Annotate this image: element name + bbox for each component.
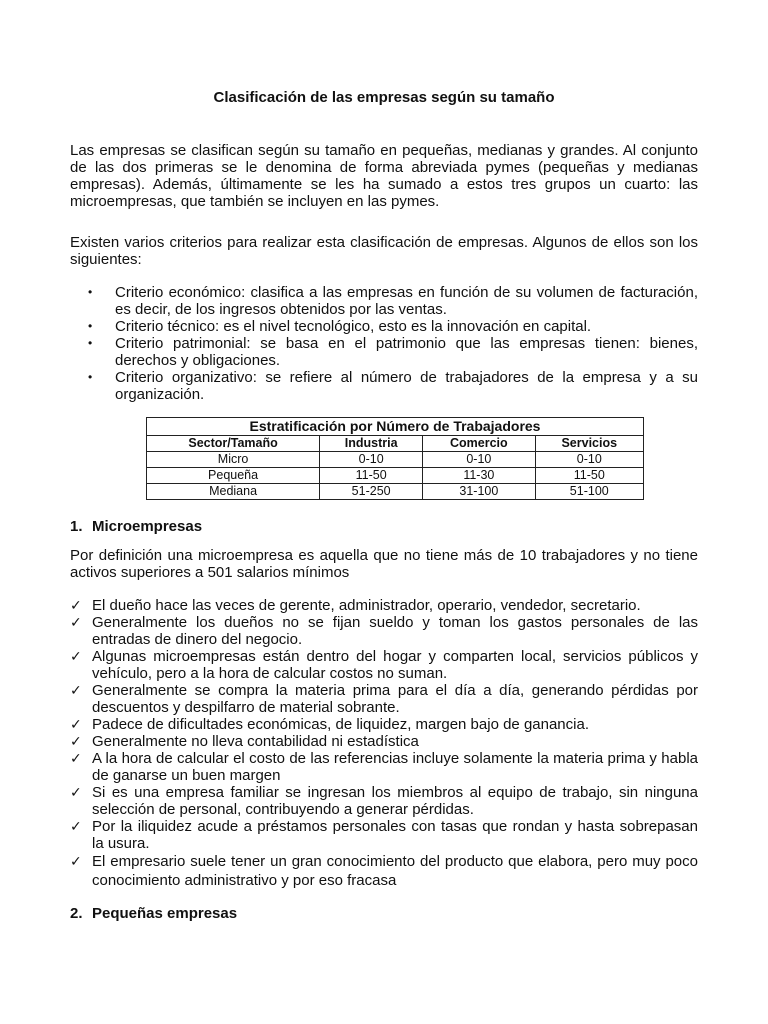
list-item: ✓ Generalmente no lleva contabilidad ni estadística <box>70 733 419 750</box>
section-heading-pequenas-empresas: 2. Pequeñas empresas <box>70 905 238 922</box>
list-item: • Criterio técnico: es el nivel tecnológico, esto es la innovación en capital. <box>88 318 592 335</box>
table-cell: 31-100 <box>423 484 535 500</box>
bullet-icon: • <box>88 319 93 333</box>
list-item: • Criterio económico: clasifica a las empresas en función de su volumen de facturación, es decir, de los ingresos obtenidos por las ventas. <box>88 284 698 318</box>
table-header: Sector/Tamaño <box>147 436 320 452</box>
checkmark-icon: ✓ <box>70 597 82 613</box>
document-title: Clasificación de las empresas según su tamaño <box>213 89 555 106</box>
table-cell: 11-50 <box>535 468 643 484</box>
table-cell: Micro <box>147 452 320 468</box>
table-caption: Estratificación por Número de Trabajadores <box>147 418 644 436</box>
table-cell: 11-30 <box>423 468 535 484</box>
checkmark-icon: ✓ <box>70 614 82 630</box>
table-cell: Mediana <box>147 484 320 500</box>
table-cell: 51-250 <box>320 484 423 500</box>
checkmark-icon: ✓ <box>70 716 82 732</box>
table-cell: 0-10 <box>320 452 423 468</box>
table-header: Servicios <box>535 436 643 452</box>
microempresa-definition: Por definición una microempresa es aquella que no tiene más de 10 trabajadores y no tiene activos superiores a 501 salarios mínimos <box>70 547 698 581</box>
checkmark-icon: ✓ <box>70 648 82 664</box>
table-header: Comercio <box>423 436 535 452</box>
table-cell: 0-10 <box>535 452 643 468</box>
table-header-row <box>147 436 644 452</box>
list-item: • Criterio organizativo: se refiere al número de trabajadores de la empresa y a su organización. <box>88 369 698 403</box>
intro-paragraph: Las empresas se clasifican según su tamaño en pequeñas, medianas y grandes. Al conjunto de las dos primeras se le denomina de forma abreviada pymes (pequeñas y medianas empresas). Además, últimamente se les ha sumado a estos tres grupos un cuarto: las microempresas, que también se incluyen en las pymes. <box>70 142 698 210</box>
table-cell: 0-10 <box>423 452 535 468</box>
microempresa-characteristics-list <box>70 597 698 890</box>
list-item: ✓ El empresario suele tener un gran conocimiento del producto que elabora, pero muy poco conocimiento administrativo y por eso fracasa <box>70 853 698 889</box>
checkmark-icon: ✓ <box>70 853 82 869</box>
table-header: Industria <box>320 436 423 452</box>
list-item: ✓ Por la iliquidez acude a préstamos personales con tasas que rondan y hasta sobrepasan la usura. <box>70 818 698 852</box>
list-item: • Criterio patrimonial: se basa en el patrimonio que las empresas tienen: bienes, derechos y obligaciones. <box>88 335 698 369</box>
list-item: ✓ El dueño hace las veces de gerente, administrador, operario, vendedor, secretario. <box>70 597 641 614</box>
checkmark-icon: ✓ <box>70 682 82 698</box>
bullet-icon: • <box>88 285 93 299</box>
list-item: ✓ Padece de dificultades económicas, de liquidez, margen bajo de ganancia. <box>70 716 589 733</box>
list-item: ✓ Generalmente los dueños no se fijan sueldo y toman los gastos personales de las entradas de dinero del negocio. <box>70 614 698 648</box>
criteria-intro-paragraph: Existen varios criterios para realizar esta clasificación de empresas. Algunos de ellos son los siguientes: <box>70 234 698 268</box>
table-cell: Pequeña <box>147 468 320 484</box>
checkmark-icon: ✓ <box>70 733 82 749</box>
table-row <box>147 452 644 468</box>
checkmark-icon: ✓ <box>70 818 82 834</box>
stratification-table <box>146 417 644 500</box>
section-heading-microempresas: 1. Microempresas <box>70 518 203 535</box>
checkmark-icon: ✓ <box>70 750 82 766</box>
list-item: ✓ A la hora de calcular el costo de las referencias incluye solamente la materia prima y habla de ganarse un buen margen <box>70 750 698 784</box>
criteria-list <box>70 284 698 403</box>
table-row <box>147 484 644 500</box>
stratification-table-wrapper <box>146 417 644 500</box>
table-cell: 51-100 <box>535 484 643 500</box>
bullet-icon: • <box>88 370 93 384</box>
list-item: ✓ Si es una empresa familiar se ingresan los miembros al equipo de trabajo, sin ninguna selección de personal, contribuyendo a generar pérdidas. <box>70 784 698 818</box>
list-item: ✓ Algunas microempresas están dentro del hogar y comparten local, servicios públicos y vehículo, pero a la hora de calcular costos no suman. <box>70 648 698 682</box>
bullet-icon: • <box>88 336 93 350</box>
list-item: ✓ Generalmente se compra la materia prima para el día a día, generando pérdidas por descuentos y despilfarro de material sobrante. <box>70 682 698 716</box>
table-cell: 11-50 <box>320 468 423 484</box>
checkmark-icon: ✓ <box>70 784 82 800</box>
table-row <box>147 468 644 484</box>
